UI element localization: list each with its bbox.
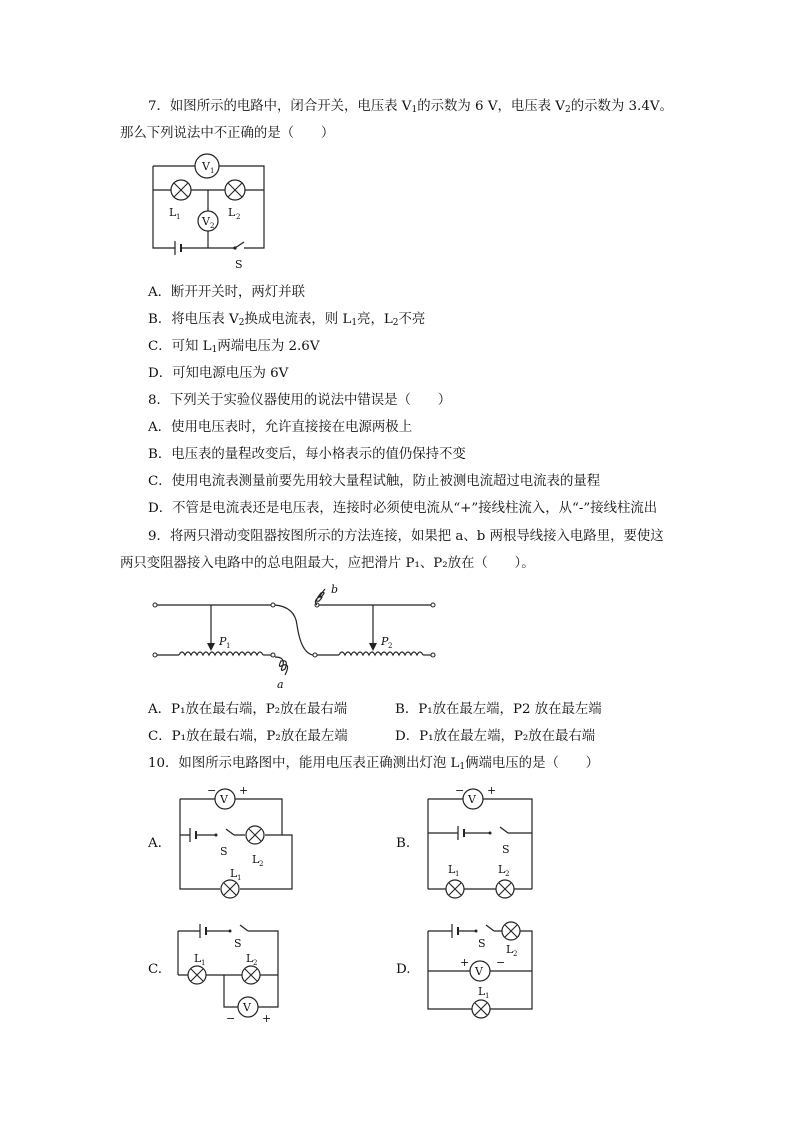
svg-text:S: S [502,843,510,856]
q9-option-a: A．P₁放在最右端，P₂放在最右端 [148,702,348,717]
svg-text:+: + [460,956,470,969]
q10-circuit-a [170,785,300,895]
svg-text:V: V [475,965,483,978]
svg-text:2: 2 [505,870,510,878]
svg-text:2: 2 [236,213,241,221]
lamp-l2-icon [502,922,520,940]
svg-text:L: L [230,867,238,880]
svg-text:−: − [496,956,506,969]
svg-text:L: L [498,863,506,876]
lamp-l1-icon [472,1000,490,1018]
lamp-l1-icon [221,880,239,898]
svg-text:S: S [220,845,228,858]
svg-text:+: + [239,784,249,797]
lamp-l2-icon [242,966,260,984]
q10-label-a: A. [148,836,162,851]
svg-text:−: − [455,784,465,797]
svg-text:1: 1 [176,213,181,221]
lamp-l1-icon [171,180,191,200]
q7-circuit-diagram [140,148,280,278]
svg-text:−: − [226,1012,236,1025]
lamp-l2-icon [496,880,514,898]
subscript: 2 [564,105,571,115]
svg-text:1: 1 [201,959,206,967]
svg-text:−: − [207,784,217,797]
q10-label-c: C. [148,962,163,977]
q7-option-c: C．可知 $L_1$两端电压为 2.6V [148,339,320,355]
switch-s-label: S [235,258,243,271]
q7-stem-line1: 7．如图所示的电路中，闭合开关，电压表 $V_1$的示数为 6 V，电压表 $V_2$的示数为 3.4V。 [148,99,673,115]
q10-label-b: B. [396,836,411,851]
svg-text:2: 2 [513,950,518,958]
lead-a-label: a [277,678,284,691]
q7-option-d: D．可知电源电压为 6V [148,366,289,381]
svg-text:V: V [468,793,476,806]
q9-stem-line2: 两只变阻器接入电路中的总电阻最大，应把滑片 P₁、P₂放在（ ）。 [120,556,535,571]
q9-option-c: C．P₁放在最右端，P₂放在最左端 [148,729,348,744]
q9-option-d: D．P₁放在最左端，P₂放在最右端 [395,729,596,744]
svg-text:2: 2 [259,860,264,868]
q7-stem-line2: 那么下列说法中不正确的是（ ） [120,126,335,141]
svg-text:2: 2 [253,959,258,967]
q8-option-b: B．电压表的量程改变后，每小格表示的值仍保持不变 [148,447,466,462]
svg-text:1: 1 [237,874,242,882]
lamp-l2-icon [225,180,245,200]
q10-circuit-d [418,915,548,1030]
lamp-l1-icon [446,880,464,898]
svg-text:L: L [169,206,177,219]
q9-stem-line1: 9．将两只滑动变阻器按图所示的方法连接，如果把 a、b 两根导线接入电路里，要使这 [148,529,664,544]
subscript: 1 [411,105,418,115]
svg-text:V: V [220,793,228,806]
svg-text:1: 1 [226,642,231,650]
svg-text:L: L [194,952,202,965]
svg-text:1: 1 [485,992,490,1000]
lamp-l2-icon [246,826,264,844]
coil-2-icon [339,652,423,655]
svg-text:L: L [506,943,514,956]
q8-option-d: D．不管是电流表还是电压表，连接时必须使电流从“+”接线柱流入，从“-”接线柱流出 [148,501,658,516]
q10-circuit-b [418,785,548,895]
q7-option-a: A．断开开关时，两灯并联 [148,285,305,300]
q9-option-b: B．P₁放在最左端，P2 放在最左端 [395,702,602,717]
svg-text:2: 2 [210,222,215,230]
coil-1-icon [179,652,263,655]
svg-text:2: 2 [388,642,393,650]
svg-text:V: V [202,215,210,228]
svg-text:P: P [219,635,227,648]
svg-text:P: P [381,635,389,648]
svg-text:+: + [487,784,497,797]
svg-text:L: L [448,863,456,876]
q10-circuit-c [170,915,300,1030]
q7-option-b: B．将电压表 $V_2$换成电流表，则 $L_1$亮，$L_2$不亮 [148,312,426,328]
svg-text:L: L [478,985,486,998]
svg-text:L: L [252,853,260,866]
lamp-l1-icon [188,966,206,984]
svg-text:V: V [243,1001,251,1014]
q8-option-a: A．使用电压表时，允许直接接在电源两极上 [148,420,413,435]
svg-text:1: 1 [210,167,215,175]
svg-text:L: L [228,206,236,219]
q8-option-c: C．使用电流表测量前要先用较大量程试触，防止被测电流超过电流表的量程 [148,474,601,489]
svg-text:+: + [262,1012,272,1025]
q10-stem: 10．如图所示电路图中，能用电压表正确测出灯泡 $L_1$俩端电压的是（ ） [148,756,600,772]
svg-text:1: 1 [455,870,460,878]
svg-text:V: V [202,160,210,173]
q8-stem: 8．下列关于实验仪器使用的说法中错误是（ ） [148,393,452,408]
svg-text:S: S [478,937,486,950]
q9-rheostat-diagram [145,585,445,695]
svg-text:S: S [234,937,242,950]
lead-b-label: b [331,583,339,596]
svg-text:L: L [246,952,254,965]
q10-label-d: D. [396,962,411,977]
